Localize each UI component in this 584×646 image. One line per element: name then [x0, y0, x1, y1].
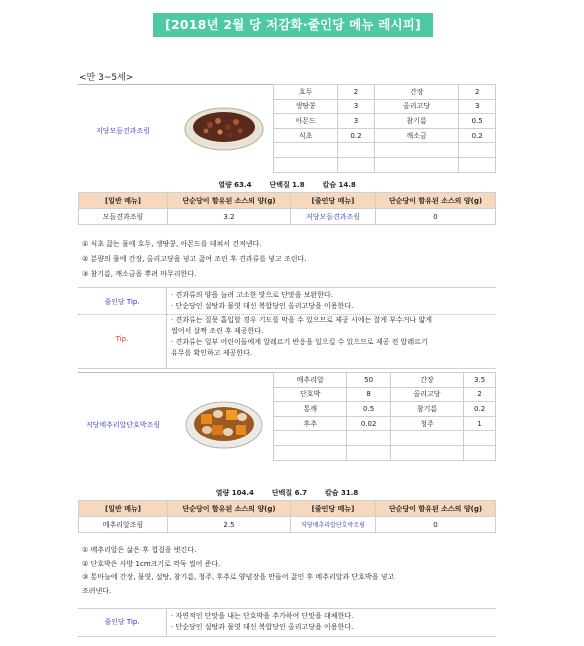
reduced-menu-name: 저당메추리알단호박조림 [291, 517, 376, 533]
ingredient-amount: 0.2 [459, 128, 496, 143]
tip-line: · 견과류의 양을 늘려 고소한 맛으로 단맛을 보완한다. [171, 291, 334, 299]
dish-cell [78, 372, 273, 465]
ingredient-amount: 0.5 [347, 402, 390, 417]
ingredient-empty [390, 445, 463, 460]
ingredient-empty [274, 143, 338, 158]
general-menu-sauce: 3.2 [168, 209, 291, 225]
ingredient-empty [464, 445, 496, 460]
tip-line: 유무를 확인하고 제공한다. [171, 349, 253, 357]
tip-line: · 자연적인 단맛을 내는 단호박을 추가하여 단맛을 대체한다. [171, 612, 354, 620]
ingredient-name: 단호박 [274, 387, 347, 402]
tip-separator [166, 609, 167, 636]
calories: 열량 63.4 [218, 181, 252, 189]
tip-line: · 단순당인 설탕과 물엿 대신 복합당인 올리고당을 이용한다. [171, 623, 354, 631]
ingredient-name: 참기름 [374, 114, 459, 129]
tip-label: 줄인당 Tip. [104, 298, 140, 306]
nut-dish-photo [184, 103, 264, 153]
calcium: 칼슘 31.8 [325, 489, 359, 497]
tip-line: · 견과류는 질못 흡입할 경우 기도를 막을 수 있으므로 제공 시에는 잘게 부수거나 얇게 [171, 316, 433, 324]
dish-name: 저당모듬견과조림 [95, 127, 151, 135]
age-group-label: <만 3~5세> [79, 73, 134, 83]
compare-header-sauce: 단순당이 함유된 소스의 양(g) [376, 193, 496, 209]
tip-separator [166, 288, 167, 368]
ingredient-amount: 0.02 [347, 416, 390, 431]
ingredient-amount: 2 [459, 85, 496, 100]
ingredient-empty [338, 143, 375, 158]
ingredient-name: 메추리알 [274, 373, 347, 388]
compare-header-reduced: [줄인당 메뉴] [291, 501, 376, 517]
ingredient-empty [459, 157, 496, 172]
reduced-menu-sauce: 0 [376, 209, 496, 225]
ingredient-amount: 1 [464, 416, 496, 431]
recipe-steps [82, 237, 307, 282]
ingredient-amount: 3.5 [464, 373, 496, 388]
reduced-menu-name: 저당모듬견과조림 [291, 209, 376, 225]
compare-header-sauce: 단순당이 함유된 소스의 양(g) [376, 501, 496, 517]
ingredient-empty [390, 431, 463, 446]
step: ③ 참기름, 깨소금을 뿌려 마무리한다. [82, 270, 197, 278]
ingredient-empty [347, 445, 390, 460]
step: ① 메추리알은 삶은 후 껍질을 벗긴다. [82, 546, 197, 554]
compare-header-sauce: 단순당이 함유된 소스의 양(g) [168, 193, 291, 209]
ingredient-amount: 2 [464, 387, 496, 402]
step: ② 단호박은 사방 1cm크기로 깍둑 썰어 준다. [82, 559, 221, 568]
ingredient-table [273, 372, 496, 461]
ingredient-name: 식초 [274, 128, 338, 143]
general-menu-name: 모듬견과조림 [79, 209, 168, 225]
ingredient-empty [374, 157, 459, 172]
step: 조려낸다. [82, 586, 112, 595]
step: ① 식초 끓는 물에 호두, 생땅콩, 아몬드를 데쳐서 건져낸다. [82, 240, 262, 248]
tip-text [171, 611, 493, 633]
ingredient-empty [274, 157, 338, 172]
ingredient-empty [347, 431, 390, 446]
ingredient-amount: 0.2 [338, 128, 375, 143]
ingredient-name: 호두 [274, 85, 338, 100]
ingredient-empty [459, 143, 496, 158]
ingredient-empty [374, 143, 459, 158]
tip-line: 썰어서 살짝 조린 후 제공한다. [171, 327, 264, 335]
ingredient-name: 청주 [390, 416, 463, 431]
compare-header-general: [일반 메뉴] [79, 501, 168, 517]
ingredient-name: 아몬드 [274, 114, 338, 129]
ingredient-amount: 0.2 [464, 402, 496, 417]
tip-line: · 견과류는 일부 어린이들에게 알레르기 반응을 일으킬 수 있으므로 제공 전 알레르기 [171, 338, 428, 346]
ingredient-name: 간장 [390, 373, 463, 388]
calcium: 칼슘 14.8 [322, 181, 356, 189]
ingredient-name: 후추 [274, 416, 347, 431]
general-menu-sauce: 2.5 [168, 517, 291, 533]
quail-egg-dish-photo [184, 398, 264, 450]
ingredient-amount: 3 [338, 114, 375, 129]
ingredient-name: 올리고당 [374, 99, 459, 114]
compare-header-general: [일반 메뉴] [79, 193, 168, 209]
page-banner: [2018년 2월 당 저감화·줄인당 메뉴 레시피] [153, 13, 433, 37]
ingredient-name: 깨소금 [374, 128, 459, 143]
compare-header-reduced: [줄인당 메뉴] [291, 193, 376, 209]
nutrition-line [78, 488, 496, 498]
tip-box [78, 287, 496, 369]
ingredient-table [273, 84, 496, 173]
ingredient-name: 올리고당 [390, 387, 463, 402]
compare-header-sauce: 단순당이 함유된 소스의 양(g) [168, 501, 291, 517]
ingredient-name: 간장 [374, 85, 459, 100]
nutrition-line [78, 180, 496, 190]
tip-text [171, 290, 493, 312]
calories: 열량 104.4 [215, 489, 254, 497]
step: ③ 통마늘에 간장, 물엿, 설탕, 참기름, 청주, 후추로 양념장을 만들어 끓인 후 메추리알과 단호박을 넣고 [82, 573, 395, 581]
ingredient-amount: 3 [338, 99, 375, 114]
ingredient-amount: 0.5 [459, 114, 496, 129]
tip-line: · 단순당인 설탕과 물엿 대신 복합당인 올리고당을 이용한다. [171, 302, 354, 310]
recipe-steps [82, 544, 394, 598]
ingredient-name: 참기름 [390, 402, 463, 417]
ingredient-empty [274, 431, 347, 446]
ingredient-amount: 3 [459, 99, 496, 114]
ingredient-amount: 2 [338, 85, 375, 100]
ingredient-empty [464, 431, 496, 446]
ingredient-amount: 8 [347, 387, 390, 402]
tip-label: Tip. [115, 335, 129, 343]
tip-box [78, 608, 496, 637]
comparison-table [78, 192, 496, 225]
dish-name: 저당메추리알단호박조림 [85, 421, 161, 429]
protein: 단백질 1.8 [269, 181, 305, 189]
reduced-menu-sauce: 0 [376, 517, 496, 533]
ingredient-empty [338, 157, 375, 172]
tip-label: 줄인당 Tip. [104, 618, 140, 626]
tip-text [171, 315, 493, 359]
ingredient-name: 생땅콩 [274, 99, 338, 114]
comparison-table [78, 500, 496, 533]
dish-cell [78, 84, 273, 177]
ingredient-empty [274, 445, 347, 460]
general-menu-name: 메추리알조림 [79, 517, 168, 533]
step: ② 분량의 물에 간장, 올리고당을 넣고 끓여 조린 후 견과류를 넣고 조린다. [82, 255, 307, 263]
protein: 단백질 6.7 [271, 489, 307, 497]
ingredient-amount: 50 [347, 373, 390, 388]
ingredient-name: 통깨 [274, 402, 347, 417]
